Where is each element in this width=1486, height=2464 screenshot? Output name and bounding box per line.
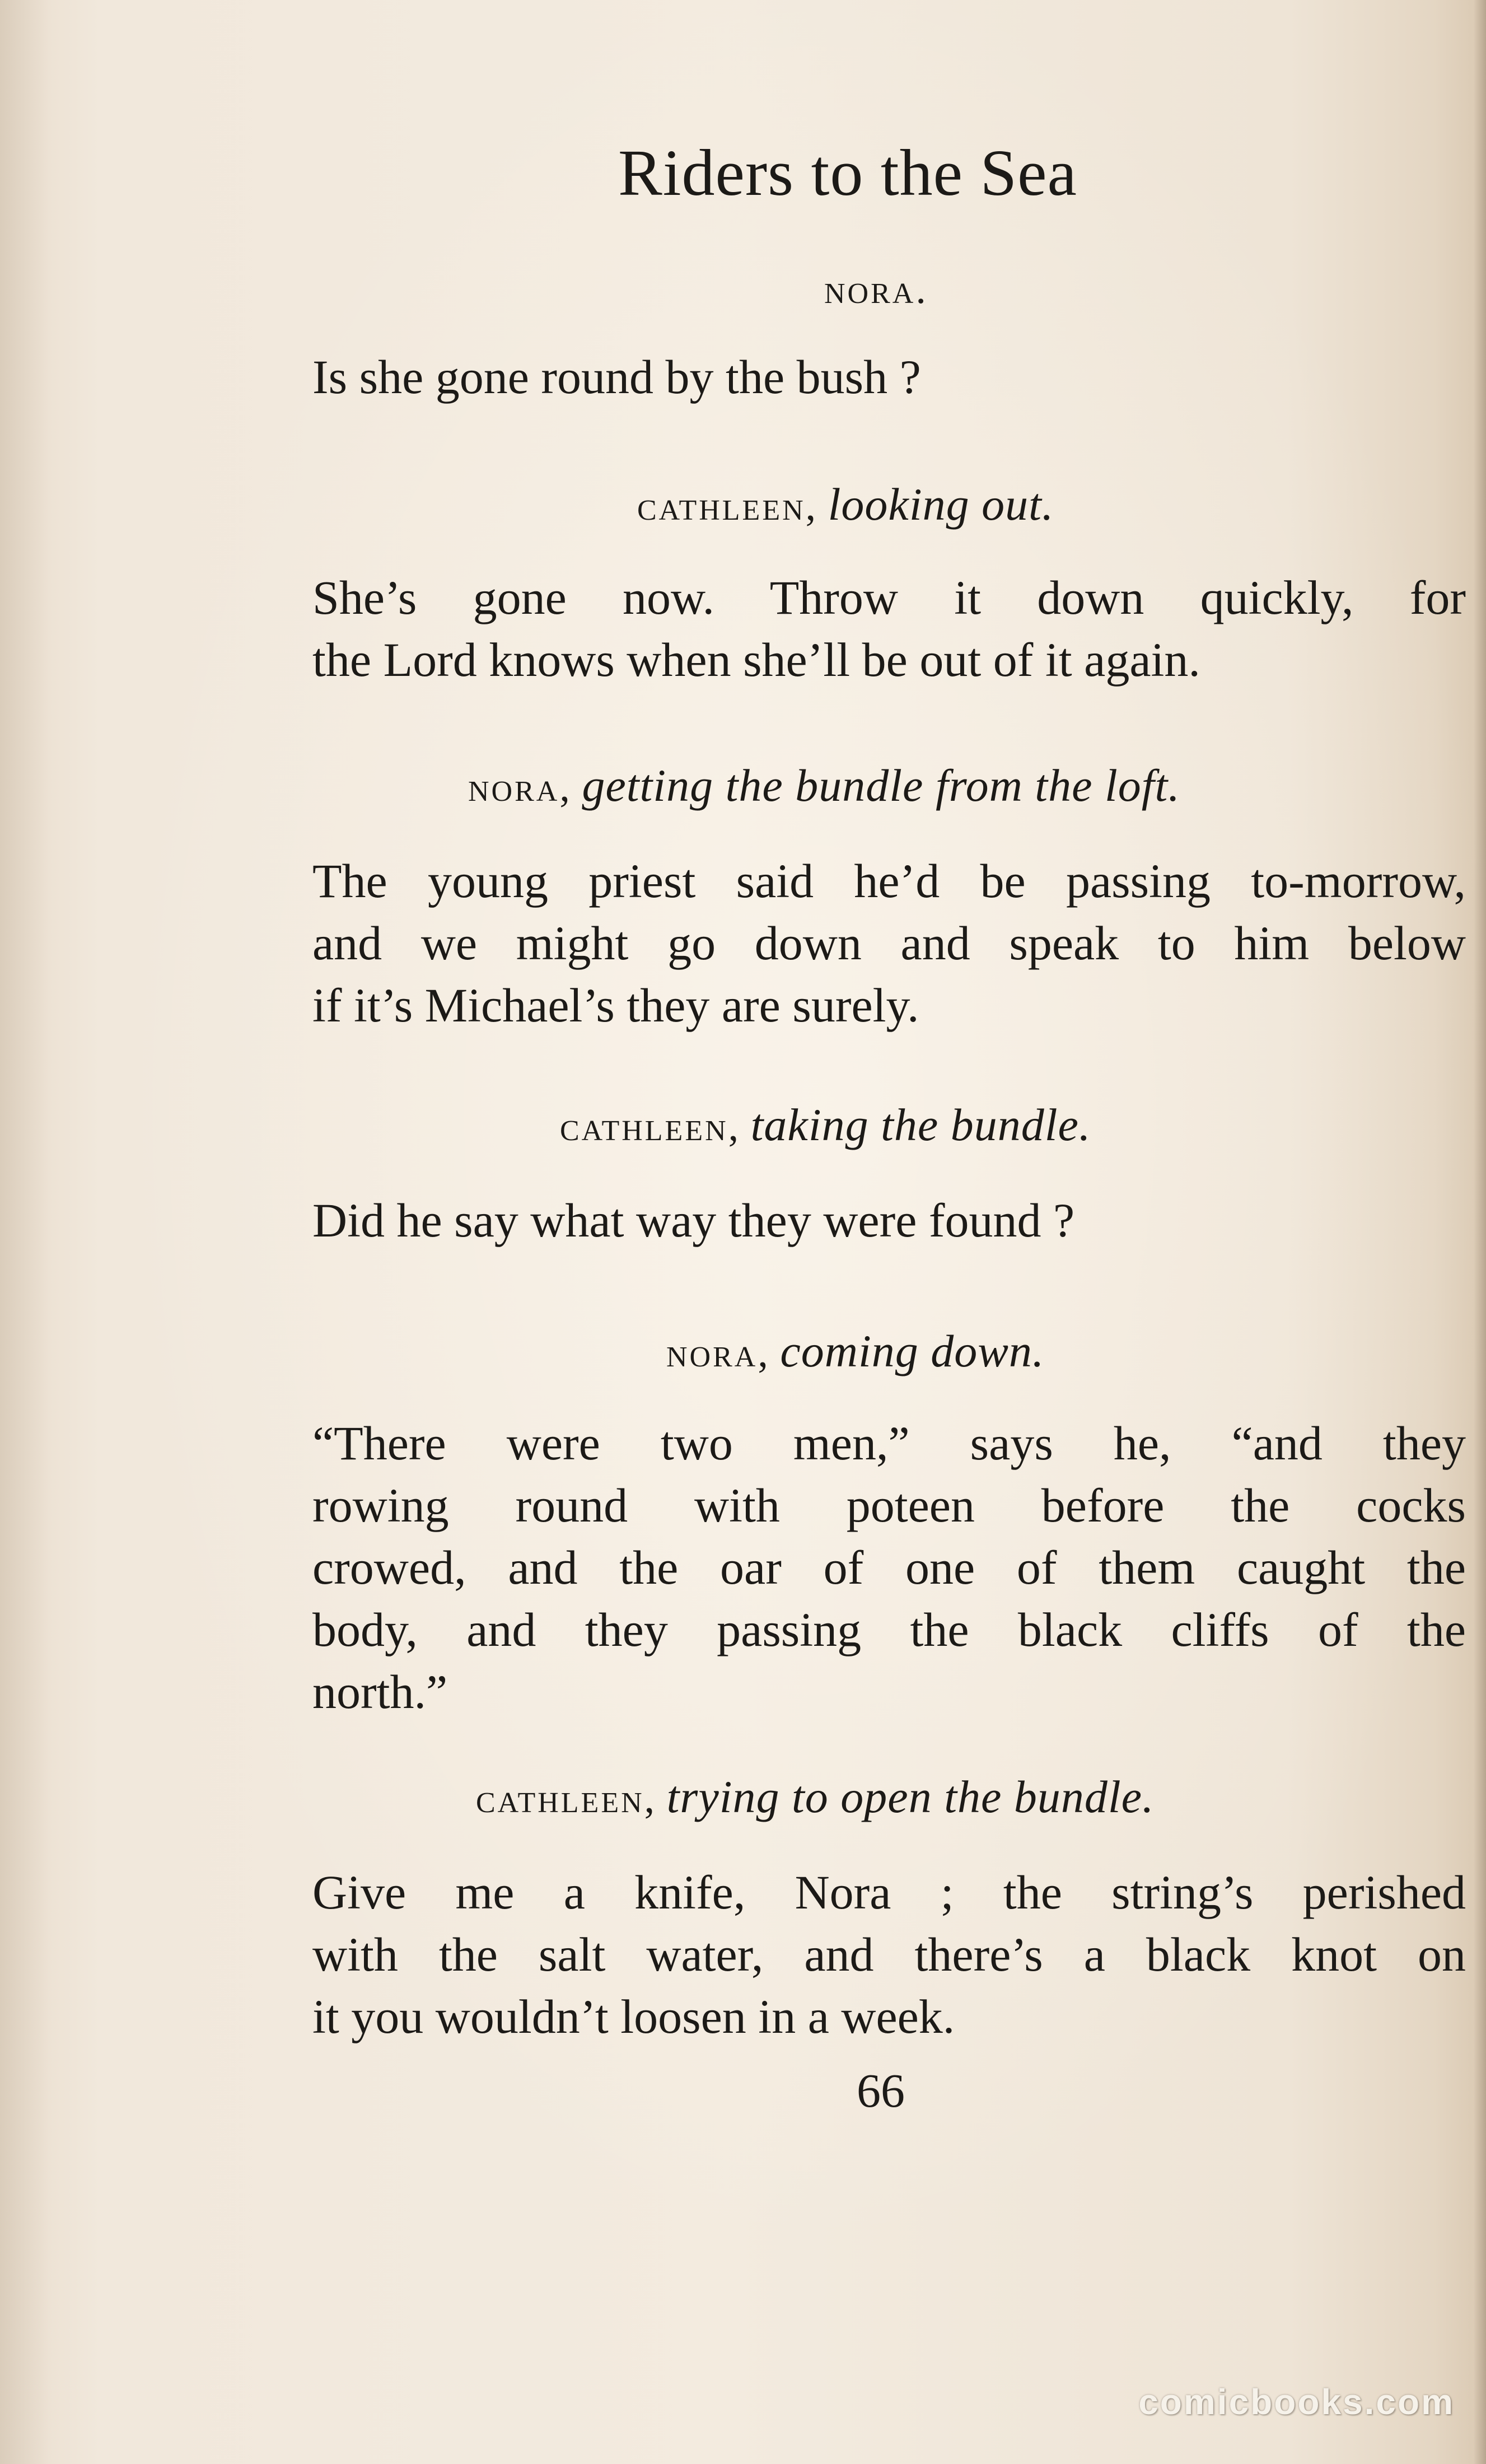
speaker-name: nora, (666, 1330, 770, 1376)
watermark: comicbooks.com (1138, 2382, 1455, 2422)
speech (312, 1861, 1466, 2048)
speech-line: if it’s Michael’s they are surely. (312, 978, 919, 1032)
speech-line: the Lord knows when she’ll be out of it again. (312, 633, 1200, 687)
speaker-name: nora. (824, 267, 928, 312)
speech-line: The young priest said he’d be passing to-morrow, (312, 854, 1466, 908)
stage-direction: trying to open the bundle. (666, 1771, 1155, 1822)
stage-direction: getting the bundle from the loft. (582, 760, 1180, 811)
page-number: 66 (857, 2064, 905, 2117)
speaker-name: cathleen, (637, 483, 819, 529)
speaker-cue (560, 1099, 1091, 1150)
speaker-cue (637, 479, 1054, 530)
running-head: Riders to the Sea (618, 136, 1077, 209)
speech-line: Did he say what way they were found ? (312, 1193, 1075, 1247)
speech-line: crowed, and the oar of one of them caught the (312, 1541, 1466, 1594)
speech (312, 346, 1466, 408)
stage-direction: taking the bundle. (750, 1099, 1091, 1150)
speech (312, 567, 1466, 691)
stage-direction: coming down. (780, 1326, 1045, 1376)
speaker-cue (666, 1328, 1044, 1374)
speech-line: north.” (312, 1665, 448, 1719)
speech-line: with the salt water, and there’s a black knot on (312, 1928, 1466, 1981)
speech-line: rowing round with poteen before the cocks (312, 1478, 1466, 1532)
speech-line: body, and they passing the black cliffs of the (312, 1603, 1466, 1656)
speech (312, 850, 1466, 1037)
speech (312, 1412, 1466, 1723)
speaker-name: cathleen, (476, 1776, 657, 1822)
page-edge-shadow (1474, 0, 1486, 2464)
stage-direction: looking out. (828, 479, 1054, 530)
speech (312, 1189, 1466, 1252)
speech-line: it you wouldn’t loosen in a week. (312, 1990, 955, 2043)
speaker-name: nora, (468, 764, 572, 810)
speech-line: Is she gone round by the bush ? (312, 350, 921, 404)
speaker-name: cathleen, (560, 1104, 741, 1150)
speech-line: Give me a knife, Nora ; the string’s perished (312, 1865, 1466, 1919)
speaker-cue (476, 1771, 1155, 1822)
speaker-cue (824, 269, 928, 310)
speech-line: and we might go down and speak to him below (312, 916, 1466, 970)
gutter-shadow (0, 0, 50, 2464)
speech-line: “There were two men,” says he, “and they (312, 1416, 1466, 1470)
speech-line: She’s gone now. Throw it down quickly, for (312, 571, 1466, 624)
speaker-cue (468, 760, 1180, 811)
